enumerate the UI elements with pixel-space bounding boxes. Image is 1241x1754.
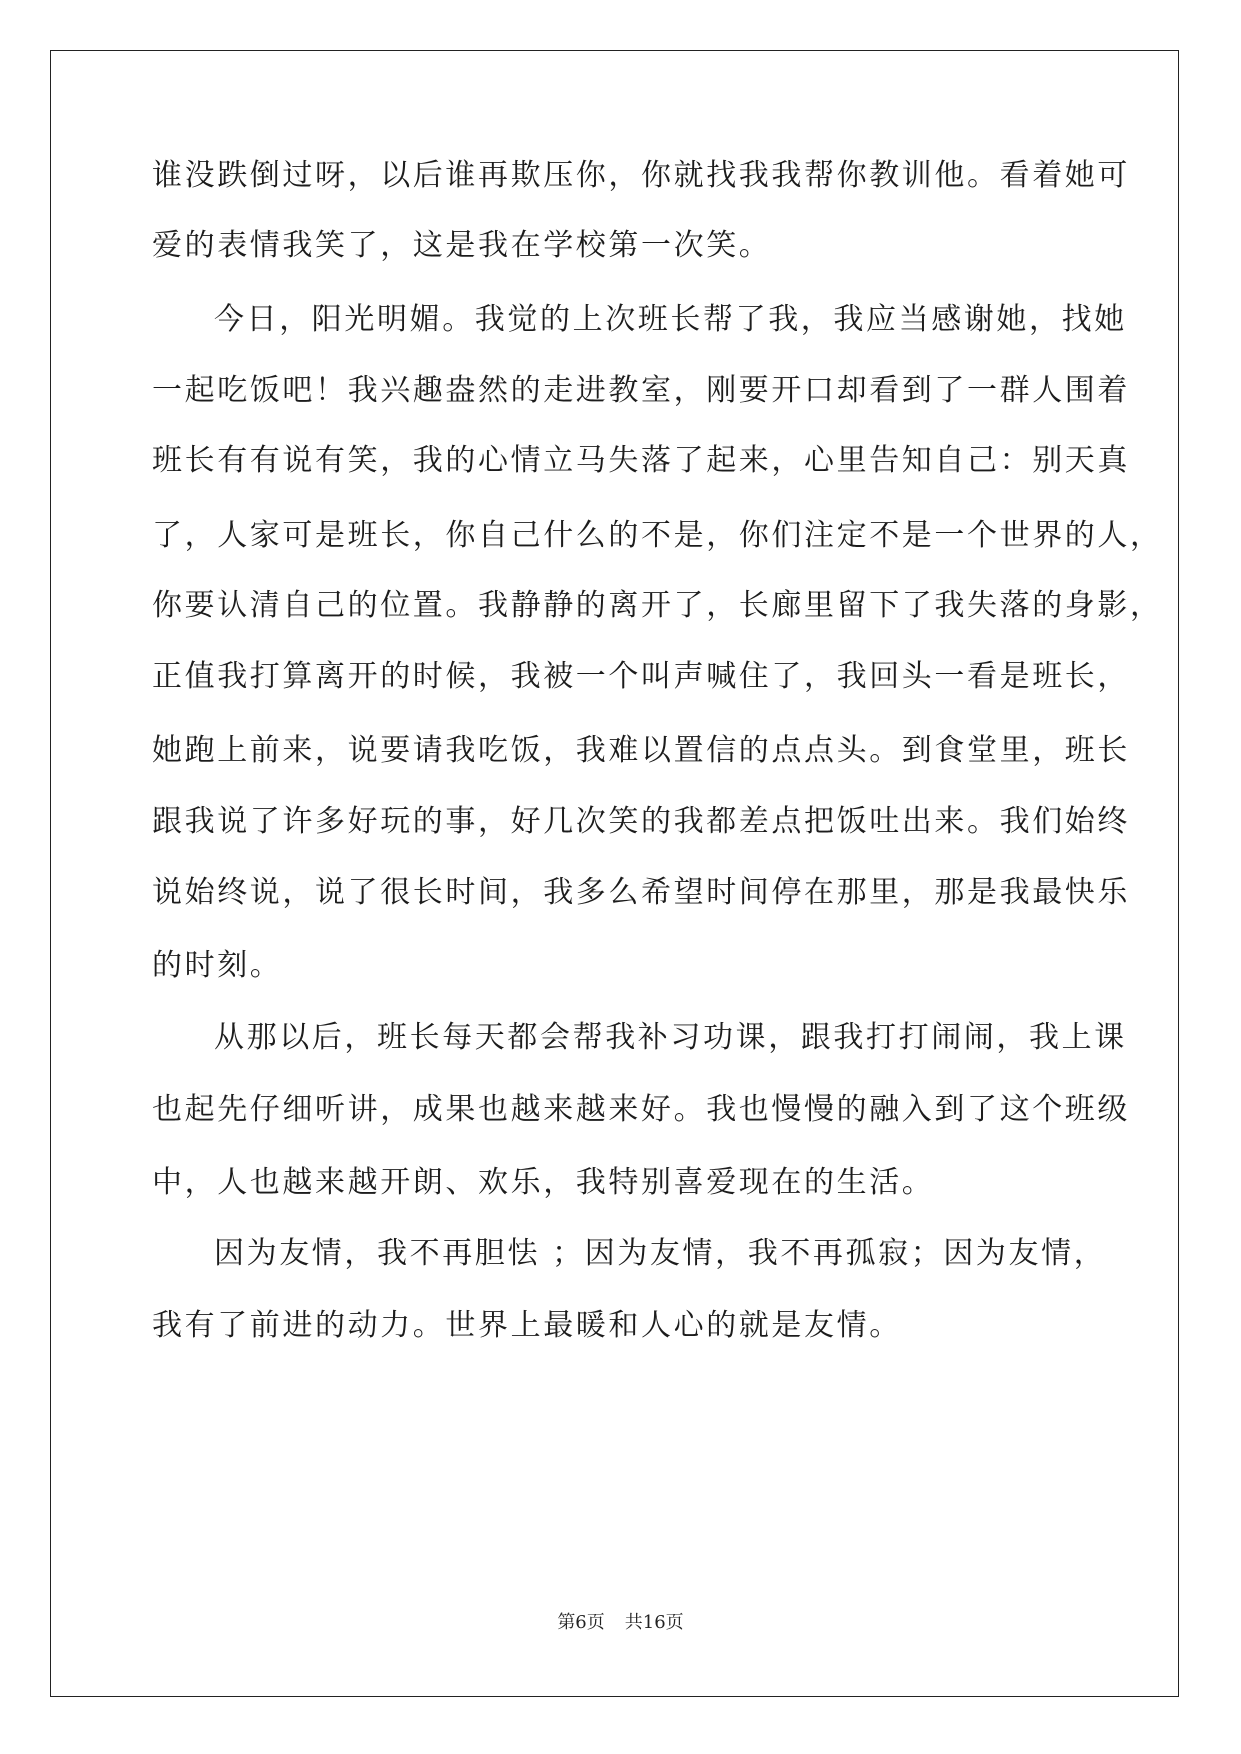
text-line: 她跑上前来，说要请我吃饭，我难以置信的点点头。到食堂里，班长 [152,733,1130,768]
page-footer [0,1608,1241,1634]
text-line: 正值我打算离开的时候，我被一个叫声喊住了，我回头一看是班长， [152,659,1130,694]
text-line: 中，人也越来越开朗、欢乐，我特别喜爱现在的生活。 [152,1165,935,1200]
page-total: 共16页 [624,1612,684,1633]
text-line: 我有了前进的动力。世界上最暖和人心的就是友情。 [152,1308,902,1343]
text-line: 一起吃饭吧！我兴趣盎然的走进教室，刚要开口却看到了一群人围着 [152,373,1130,408]
text-line: 你要认清自己的位置。我静静的离开了，长廊里留下了我失落的身影， [152,588,1163,623]
text-line: 爱的表情我笑了，这是我在学校第一次笑。 [152,228,772,263]
text-line: 也起先仔细听讲，成果也越来越来好。我也慢慢的融入到了这个班级 [152,1092,1130,1127]
text-line: 班长有有说有笑，我的心情立马失落了起来，心里告知自己：别天真 [152,443,1130,478]
text-line: 谁没跌倒过呀，以后谁再欺压你，你就找我我帮你教训他。看着她可 [152,158,1130,193]
page-number: 第6页 [557,1612,605,1633]
text-line: 跟我说了许多好玩的事，好几次笑的我都差点把饭吐出来。我们始终 [152,804,1130,839]
text-line: 因为友情，我不再胆怯 ；因为友情，我不再孤寂；因为友情， [214,1236,1107,1271]
text-line: 从那以后，班长每天都会帮我补习功课，跟我打打闹闹，我上课 [214,1020,1127,1055]
text-line: 今日，阳光明媚。我觉的上次班长帮了我，我应当感谢她，找她 [214,302,1127,337]
text-line: 的时刻。 [152,948,283,983]
text-line: 说始终说，说了很长时间，我多么希望时间停在那里，那是我最快乐 [152,875,1130,910]
text-line: 了，人家可是班长，你自己什么的不是，你们注定不是一个世界的人， [152,518,1163,553]
